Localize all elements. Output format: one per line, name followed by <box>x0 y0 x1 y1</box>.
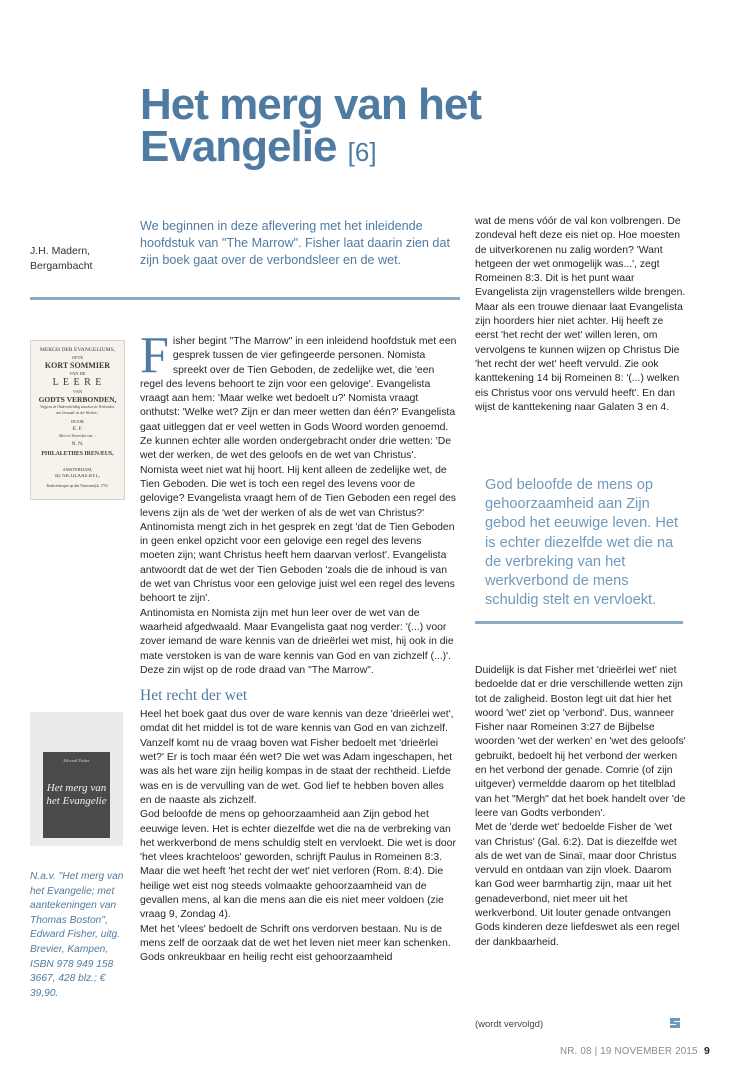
body-paragraph: Met het 'vlees' bedoelt de Schrift ons verdorven bestaan. Nu is de mens zelf de oorzaak dat de wet het leven niet meer kan schenken. Gods onkreukbaar en heilig recht eist gehoorzaamheid <box>140 923 451 964</box>
title-page-line: Met een Voorreden van ... <box>59 434 96 438</box>
body-paragraph: Maar als een trouwe dienaar laat Evangelista zijn hoorders hier niet achter. Hij heeft ze eerst 'het recht der wet' willen leren, om vervolgens te kunnen wijzen op Christus Die 'het recht der wet' heeft vervuld. Zie ook kanttekening 14 bij Romeinen 8: '(...) welken eis Christus voor ons vervuld heeft'. En dan wijst de kanttekening naar Galaten 3 en 4. <box>475 301 683 413</box>
intro-lede: We beginnen in deze aflevering met het inleidende hoofdstuk van "The Marrow". Fisher laat daarin zien dat zijn boek gaat over de verbondsleer en de wet. <box>140 219 450 267</box>
body-paragraph: Antinomista mengt zich in het gesprek en zegt 'dat de Tien Geboden in geen enkel opzicht voor een gelovige een regel des levens moeten zijn; want Christus heeft hem daarvan verlost'. Evangelista antwoordt dat de wet der Tien Geboden 'zoals die de inhoud is van de wet van Christus voor een gelovige juist wel een regel des levens behoort te zijn'. <box>140 521 455 605</box>
continued-note: (wordt vervolgd) <box>475 1019 544 1030</box>
title-page-line: E. F. <box>72 426 83 432</box>
page-number: 9 <box>704 1045 710 1057</box>
right-column-bottom <box>475 664 687 950</box>
book-cover-image <box>30 712 123 846</box>
title-page-line: AMSTERDAM, <box>62 467 93 472</box>
book-caption: N.a.v. "Het merg van het Evangelie; met aantekeningen van Thomas Boston", Edward Fisher, uitg. Brevier, Kampen, ISBN 978 949 158 3667, 428 blz.; € 39,90. <box>30 871 124 999</box>
title-page-line: Boekverkooper op den Nieuwendyk, 1753. <box>46 484 109 488</box>
first-paragraph-text: isher begint "The Marrow" in een inleidend hoofdstuk met een gesprek tussen de vier gefingeerde personen. Nomista spreekt over de Tien Geboden, de zedelijke wet, die 'een regel des levens behoort te zijn voor een gelovige'. Evangelista vraagt aan hem: 'Maar welke wet bedoelt u?' Nomista vraagt onthutst: 'Welke wet? Zijn er dan meer wetten dan één?' Evangelista gaat uitleggen dat er veel wetten in Gods Woord worden genoemd. Ze kunnen echter alle worden ondergebracht onder drie wetten: 'De wet der werken, de wet des geloofs en de wet van Christus'. <box>140 336 457 462</box>
issue-footer: NR. 08 | 19 NOVEMBER 2015 <box>560 1046 698 1057</box>
section-subheading: Het recht der wet <box>140 687 248 705</box>
body-paragraph: God beloofde de mens op gehoorzaamheid aan Zijn gebod het eeuwige leven. Het is echter diezelfde wet die na de verbreking van het werkverbond de mens schuldig stelt en vervloekt. Die wet is door 'het vlees krachteloos' geworden, schrijft Paulus in Romeinen 8:3. Maar die wet heeft 'het recht der wet' niet verloren (Rom. 8:4). Die heilige wet eist nog steeds volmaakte gehoorzaamheid van de gevallen mens, al kan die mens aan die eis niet meer voldoen (zie vraag 9, Zondag 4). <box>140 809 456 921</box>
title-page-line: PHILALETHES IRENÆUS, <box>41 451 114 457</box>
title-page-line: L E E R E <box>52 377 103 388</box>
author-name: J.H. Madern, <box>30 245 91 257</box>
pull-quote: God beloofde de mens op gehoorzaamheid aan Zijn gebod het eeuwige leven. Het is echter diezelfde wet die na de verbreking van het werkverbond de mens schuldig stelt en vervloekt. <box>485 477 679 609</box>
body-paragraph <box>140 327 458 464</box>
cover-title-line-2: het Evangelie <box>46 795 107 807</box>
main-column <box>140 327 458 965</box>
end-mark-logo-icon <box>668 1016 682 1030</box>
title-page-line: Vrijgens de Onderscheiding tusschen de Verbonden, <box>40 405 115 409</box>
cover-author: Edward Fisher <box>63 758 90 763</box>
title-page-line: VAN DE <box>69 371 86 376</box>
title-page-line: N. N. <box>71 441 84 447</box>
body-paragraph: wat de mens vóór de val kon volbrengen. De zondeval heft deze eis niet op. Hoe moesten de uitverkorenen nu zalig worden? 'Want hetgeen der wet onmogelijk was...', zegt Romeinen 8:3. Dit is het punt waar Evangelista zijn vragenstellers wilde brengen. <box>475 216 686 299</box>
right-column-top <box>475 215 687 415</box>
author-byline <box>30 244 92 274</box>
divider-rule-quote <box>475 621 683 624</box>
author-place: Bergambacht <box>30 260 93 272</box>
cover-title-line-1: Het merg van <box>46 782 107 794</box>
title-page-line: KORT SOMMIER <box>44 361 111 370</box>
historic-title-page-image <box>30 340 125 500</box>
article-title-text: Het merg van het Evangelie <box>140 80 481 171</box>
book-cover <box>43 752 110 838</box>
body-paragraph: Antinomista en Nomista zijn met hun leer over de wet van de waarheid afgedwaald. Maar Evangelista gaat nog verder: '(...) voor zover iemand de ware kennis van de drieërlei wet mist, hij ook in die mate verstoken is van de ware kennis van God en van zichzelf (...)'. Deze zin wijst op de rode draad van "The Marrow". <box>140 607 454 676</box>
divider-rule-left <box>30 297 460 300</box>
body-paragraph: Nomista weet niet wat hij hoort. Hij kent alleen de zedelijke wet, de Tien Geboden. Die wet is toch een regel des levens voor de gelovige? Evangelista vraagt hem of de Tien Geboden een regel des levens zijn als de 'wet der werken of als de wet van Christus?' <box>140 464 456 519</box>
body-paragraph: Duidelijk is dat Fisher met 'drieërlei wet' niet bedoelde dat er drie verschillende wetten zijn tot de zaligheid. Boston legt uit dat hier het woord 'wet' ziet op 'verbond'. Dus, wanneer Fisher naar Romeinen 3:27 de Bijbelse woorden 'wet der werken' en 'wet des geloofs' gebruikt, bedoelt hij het verbond der werken en het verbond der genade. Comrie (of zijn uitgever) vermeldde daarom op het titelblad van het "Mergh" dat het boek handelt over 'de leere van Godts verbonden'. <box>475 665 686 819</box>
body-paragraph: Heel het boek gaat dus over de ware kennis van deze 'drieërlei wet', omdat dit het middel is tot de ware kennis van God en van zichzelf. Vanzelf komt nu de vraag boven wat Fisher bedoelt met 'drieërlei wet?' Er is toch maar één wet? Die wet was Adam ingeschapen, het was als het ware zijn heilig kompas in de staat der rechtheid. Liefde was en is de vervulling van de wet. God lief te hebben boven alles en de naaste als zichzelf. <box>140 709 454 806</box>
article-title <box>140 80 660 173</box>
article-part-number: [6] <box>347 137 377 167</box>
title-page-line: OFTE <box>71 355 84 360</box>
drop-cap: F <box>140 327 169 384</box>
title-page-line: VAN <box>72 389 83 394</box>
body-paragraph: Met de 'derde wet' bedoelde Fisher de 'wet van Christus' (Gal. 6:2). Dat is diezelfde wet als de wet van de Sinaï, maar door Christus vervuld en ontdaan van zijn vloek. Daarom kan God weer barmhartig zijn, maar uit het genadeverbond, niet meer uit het werkverbond. Uit louter genade ontvangen Gods kinderen deze liefdeswet als een regel der dankbaarheid. <box>475 822 680 948</box>
title-page-line: By NICOLAAS BYL, <box>55 474 100 479</box>
title-page-line: van Genaade en der Werken... <box>55 411 100 415</box>
title-page-line: GODTS VERBONDEN, <box>38 395 117 404</box>
title-page-line: MERGH DER EVANGELIUMS, <box>39 347 116 353</box>
title-page-line: DOOR <box>71 419 84 424</box>
